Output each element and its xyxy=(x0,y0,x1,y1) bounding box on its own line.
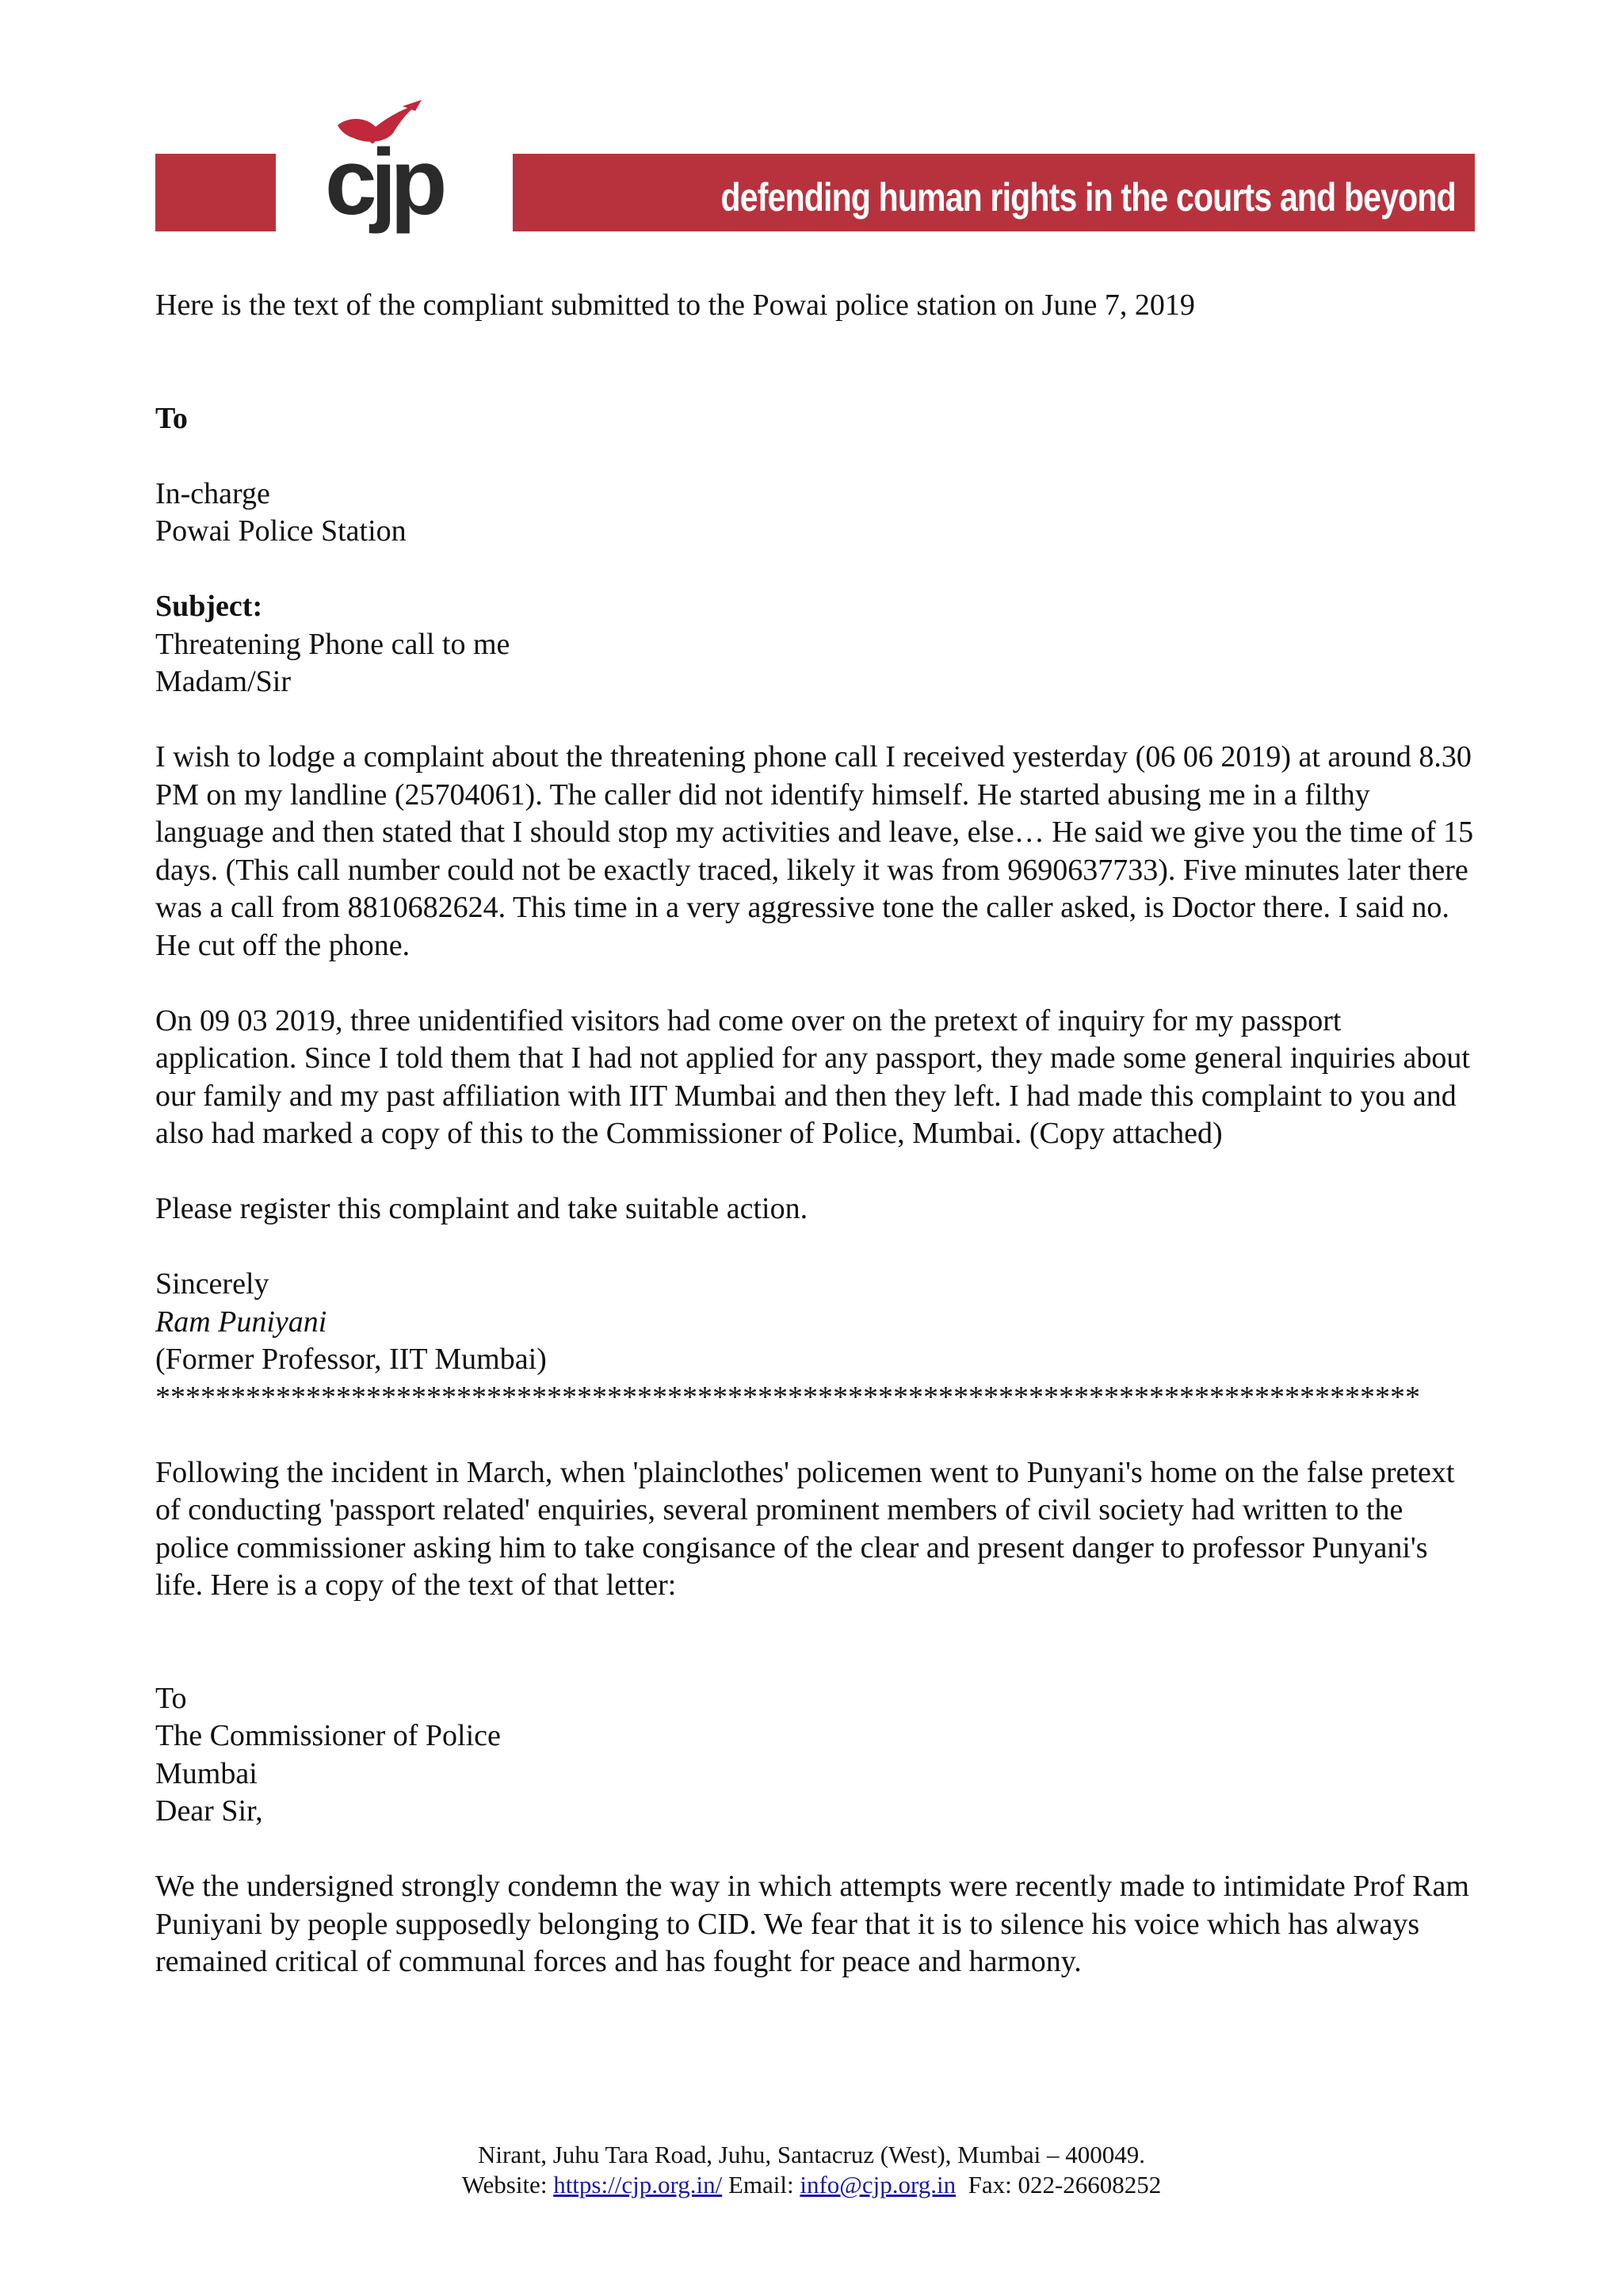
email-link[interactable]: info@cjp.org.in xyxy=(800,2171,957,2199)
paragraph-complaint: I wish to lodge a complaint about the threatening phone call I received yesterday (06 06 2019) at around 8.30 PM on my landline (25704061). The caller did not identify himself. He started abusing me in a filthy language and then stated that I should stop my activities and leave, else… He said we give you the time of 15 days. (This call number could not be exactly traced, likely it was from 9690637733). Five minutes later there was a call from 8810682624. This time in a very aggressive tone the caller asked, is Doctor there. I said no. He cut off the phone. xyxy=(155,740,1474,962)
email-label: Email: xyxy=(727,2171,794,2199)
paragraph-request: Please register this complaint and take suitable action. xyxy=(155,1192,808,1225)
separator-line: ************************************************************************************ xyxy=(155,1380,1420,1414)
footer-address: Nirant, Juhu Tara Road, Juhu, Santacruz (West), Mumbai – 400049. xyxy=(478,2141,1145,2168)
paragraph-condemnation: We the undersigned strongly condemn the way in which attempts were recently made to intimidate Prof Ram Puniyani by people supposedly belonging to CID. We fear that it is to silence his voice which has always remained critical of communal forces and has fought for peace and harmony. xyxy=(155,1870,1469,1978)
letter2-addressee-1: The Commissioner of Police xyxy=(155,1719,501,1752)
letter-body xyxy=(155,287,1479,1981)
header-banner xyxy=(513,154,1475,231)
footer xyxy=(0,2140,1623,2200)
subject-text: Threatening Phone call to me xyxy=(155,627,510,661)
subject-label: Subject: xyxy=(155,590,263,623)
svg-text:cjp: cjp xyxy=(325,130,441,235)
paragraph-context: Following the incident in March, when 'plainclothes' policemen went to Punyani's home on the false pretext of conducting 'passport related' enquiries, several prominent members of civil society had written to the police commissioner asking him to take congisance of the clear and present danger to professor Punyani's life. Here is a copy of the text of that letter: xyxy=(155,1455,1455,1602)
website-label: Website: xyxy=(461,2171,548,2199)
addressee-line-1: In-charge xyxy=(155,476,270,510)
website-link[interactable]: https://cjp.org.in/ xyxy=(553,2171,723,2199)
paragraph-previous-visit: On 09 03 2019, three unidentified visitors had come over on the pretext of inquiry for my passport application. Since I told them that I had not applied for any passport, they made some general inquiries about our family and my past affiliation with IIT Mumbai and then they left. I had made this complaint to you and also had marked a copy of this to the Commissioner of Police, Mumbai. (Copy attached) xyxy=(155,1003,1470,1150)
addressee-line-2: Powai Police Station xyxy=(155,514,407,548)
letter2-addressee-2: Mumbai xyxy=(155,1756,258,1790)
salutation: Madam/Sir xyxy=(155,665,291,698)
signature-title: (Former Professor, IIT Mumbai) xyxy=(155,1343,547,1376)
letter2-salutation: Dear Sir, xyxy=(155,1794,263,1828)
tagline: defending human rights in the courts and beyond xyxy=(720,175,1456,220)
cjp-logo xyxy=(323,95,466,246)
header-banner-left xyxy=(155,154,276,231)
letter2-to: To xyxy=(155,1681,187,1715)
intro-text: Here is the text of the compliant submitted to the Powai police station on June 7, 2019 xyxy=(155,288,1195,322)
closing: Sincerely xyxy=(155,1267,269,1301)
footer-contact xyxy=(0,2170,1623,2200)
to-label: To xyxy=(155,401,188,435)
fax-number: Fax: 022-26608252 xyxy=(968,2171,1162,2199)
signature-name: Ram Puniyani xyxy=(155,1305,327,1339)
